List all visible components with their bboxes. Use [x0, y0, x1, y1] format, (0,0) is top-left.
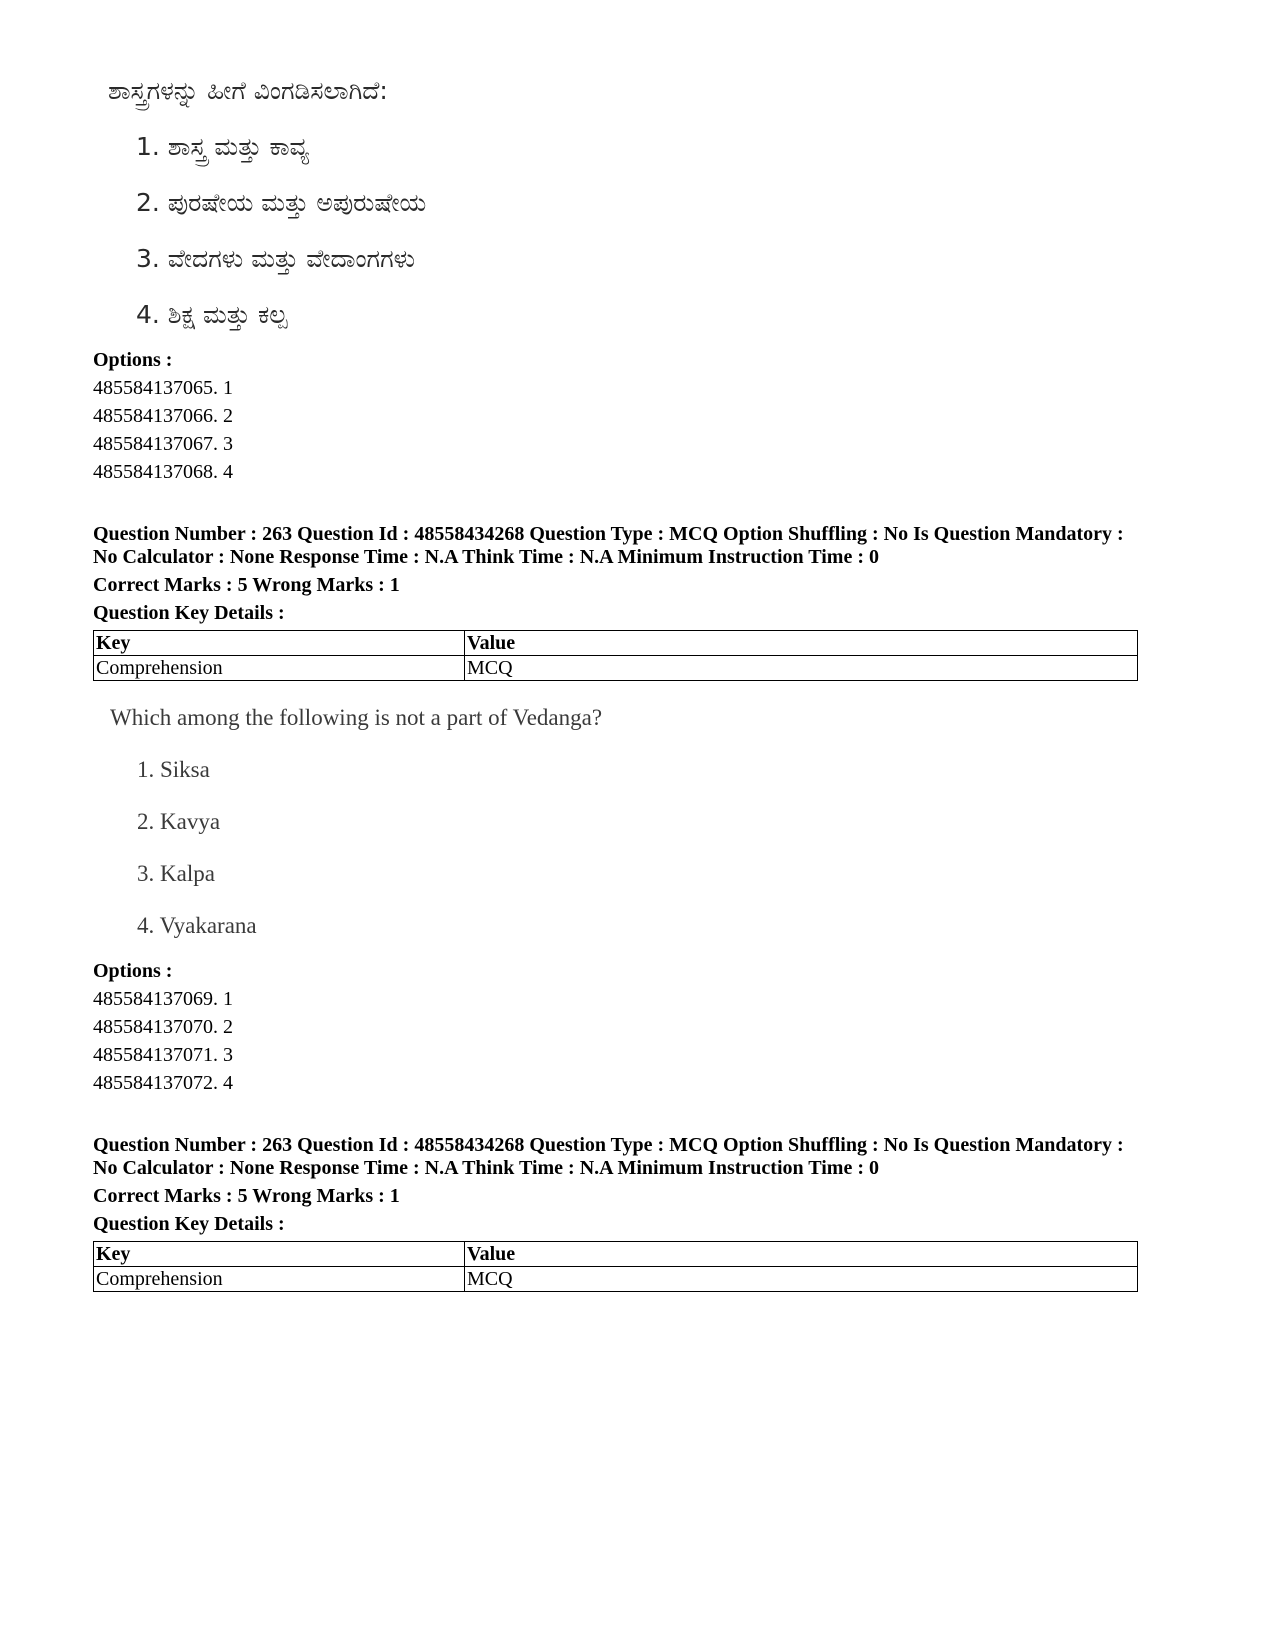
- question-meta-line-1: Question Number : 263 Question Id : 48558434268 Question Type : MCQ Option Shuffling : No Is Question Mandatory :: [93, 523, 1124, 545]
- option-item: 485584137068. 4: [93, 461, 233, 483]
- table-header-key: Key: [94, 631, 465, 656]
- question-meta-line-1: Question Number : 263 Question Id : 48558434268 Question Type : MCQ Option Shuffling : No Is Question Mandatory :: [93, 1134, 1124, 1156]
- table-header-row: [94, 1242, 1138, 1267]
- table-header-value: Value: [465, 631, 1138, 656]
- option-item: 485584137070. 2: [93, 1016, 233, 1038]
- option-item: 485584137066. 2: [93, 405, 233, 427]
- option-item: 485584137065. 1: [93, 377, 233, 399]
- question-choice-4: 4. Vyakarana: [137, 913, 257, 938]
- key-details-table: [93, 1241, 1138, 1292]
- question-stem: Which among the following is not a part of Vedanga?: [110, 705, 603, 730]
- question-choice-1: 1. Siksa: [137, 757, 210, 782]
- option-item: 485584137071. 3: [93, 1044, 233, 1066]
- table-cell-key: Comprehension: [94, 1267, 465, 1292]
- option-item: 485584137069. 1: [93, 988, 233, 1010]
- key-details-label: Question Key Details :: [93, 602, 285, 624]
- table-cell-key: Comprehension: [94, 656, 465, 681]
- option-item: 485584137072. 4: [93, 1072, 233, 1094]
- table-cell-value: MCQ: [465, 656, 1138, 681]
- marks-text: Correct Marks : 5 Wrong Marks : 1: [93, 574, 400, 596]
- question-meta-line-2: No Calculator : None Response Time : N.A Think Time : N.A Minimum Instruction Time : 0: [93, 546, 879, 568]
- table-row: [94, 656, 1138, 681]
- question-meta-line-2: No Calculator : None Response Time : N.A Think Time : N.A Minimum Instruction Time : 0: [93, 1157, 879, 1179]
- key-details-label: Question Key Details :: [93, 1213, 285, 1235]
- options-label: Options :: [93, 960, 173, 982]
- table-cell-value: MCQ: [465, 1267, 1138, 1292]
- table-header-value: Value: [465, 1242, 1138, 1267]
- marks-text: Correct Marks : 5 Wrong Marks : 1: [93, 1185, 400, 1207]
- table-header-key: Key: [94, 1242, 465, 1267]
- key-details-table: [93, 630, 1138, 681]
- question-image-kannada: [108, 76, 628, 341]
- question-choice-3: 3. ವೇದಗಳು ಮತ್ತು ವೇದಾಂಗಗಳು: [136, 244, 416, 273]
- option-item: 485584137067. 3: [93, 433, 233, 455]
- question-choice-4: 4. ಶಿಕ್ಷ ಮತ್ತು ಕಲ್ಪ: [136, 300, 288, 329]
- question-choice-2: 2. Kavya: [137, 809, 221, 834]
- table-header-row: [94, 631, 1138, 656]
- question-stem: ಶಾಸ್ತ್ರಗಳನ್ನು ಹೀಗೆ ವಿಂಗಡಿಸಲಾಗಿದೆ:: [108, 76, 388, 105]
- question-choice-3: 3. Kalpa: [137, 861, 215, 886]
- question-image-english: [110, 705, 630, 945]
- question-choice-2: 2. ಪುರಷೇಯ ಮತ್ತು ಅಪುರುಷೇಯ: [136, 188, 427, 217]
- question-choice-1: 1. ಶಾಸ್ತ್ರ ಮತ್ತು ಕಾವ್ಯ: [136, 132, 310, 161]
- options-label: Options :: [93, 349, 173, 371]
- table-row: [94, 1267, 1138, 1292]
